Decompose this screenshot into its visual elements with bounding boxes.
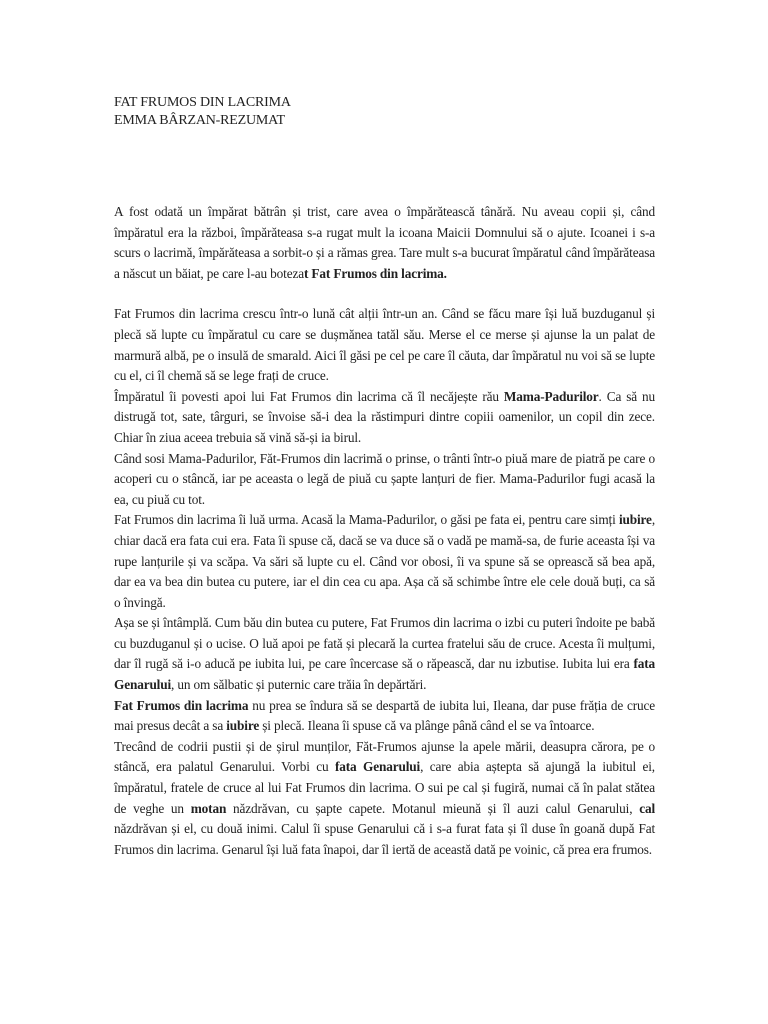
bold-run: motan <box>190 800 227 816</box>
paragraph <box>114 510 655 613</box>
bold-run: Fat Frumos din lacrima <box>114 697 249 713</box>
text-run: năzdrăvan, cu șapte capete. Motanul mieună și îl auzi calul Genarului, <box>226 800 640 816</box>
paragraph <box>114 387 655 449</box>
text-run: Fat Frumos din lacrima îi luă urma. Acasă la Mama-Padurilor, o găsi pe fata ei, pentru care simți <box>114 512 619 528</box>
bold-run: Mama-Padurilor <box>503 388 599 404</box>
bold-run: fata Genarului <box>114 656 655 693</box>
text-run: nu prea se îndura să se despartă de iubita lui, Ileana, dar puse frăția de cruce mai presus decât a sa <box>114 697 655 734</box>
bold-run: iubire <box>226 718 260 734</box>
text-run: Trecând de codrii pustii și de șirul munților, Făt-Frumos ajunse la apele mării, deasupra cărora, pe o stâncă, era palatul Genarului. Vorbi cu <box>114 738 655 775</box>
bold-run: fata Genarului <box>335 759 421 775</box>
text-run: . Ca să nu distrugă tot, sate, târguri, se învoise să-i dea la răstimpuri dintre copiii oamenilor, un copil din zece. Chiar în ziua aceea trebuia să vină să-și ia birul. <box>114 388 655 445</box>
paragraph <box>114 696 655 737</box>
title-line-1: FAT FRUMOS DIN LACRIMA <box>114 95 291 110</box>
title-line-2: EMMA BÂRZAN-REZUMAT <box>114 113 285 128</box>
text-run: Fat Frumos din lacrima crescu într-o lună cât alții într-un an. Când se făcu mare își luă buzduganul și plecă să lupte cu împăratul cu care se dușmănea tatăl său. Merse el ce merse și ajunse la un palat de marmură albă, pe o insulă de smarald. Aici îl găsi pe cel pe care îl căuta, dar împăratul nu voi să se lupte cu el, ci îl chemă să se lege frați de cruce. <box>114 306 655 384</box>
bold-run: t Fat Frumos din lacrima. <box>303 265 447 281</box>
text-run: Împăratul îi povesti apoi lui Fat Frumos din lacrima că îl necăjește rău <box>114 388 504 404</box>
paragraph <box>114 202 655 284</box>
bold-run: iubire <box>618 512 652 528</box>
paragraph <box>114 449 655 511</box>
paragraph <box>114 304 655 386</box>
text-run: A fost odată un împărat bătrân și trist, care avea o împărătească tânără. Nu aveau copii și, când împăratul era la război, împărăteasa s-a rugat mult la icoana Maicii Domnului să o ajute. Icoanei i s-a scurs o lacrimă, împărăteasa a sorbit-o și a rămas grea. Tare mult s-a bucurat împăratul când împărăteasa a născut un băiat, pe care l-au boteza <box>114 204 655 281</box>
paragraph <box>114 613 655 695</box>
text-run: Când sosi Mama-Padurilor, Făt-Frumos din lacrimă o prinse, o trânti într-o piuă mare de piatră pe care o acoperi cu o stâncă, iar pe aceasta o legă de piuă cu șapte lanțuri de fier. Mama-Padurilor fugi acasă la ea, cu piuă cu tot. <box>114 450 655 507</box>
document-body <box>114 202 655 860</box>
text-run: , un om sălbatic și puternic care trăia în depărtări. <box>171 677 427 693</box>
text-run: , care abia aștepta să ajungă la iubitul ei, împăratul, fratele de cruce al lui Fat Frumos din lacrima. O sui pe cal și fugiră, numai că în palat stătea de veghe un <box>114 759 655 816</box>
text-run: Așa se și întâmplă. Cum bău din butea cu putere, Fat Frumos din lacrima o izbi cu puteri îndoite pe babă cu buzduganul și o ucise. O luă apoi pe fată și plecară la curtea fratelui său de cruce. Acesta îi mulțumi, dar îl rugă să i-o aducă pe iubita lui, pe care încercase să o răpească, dar nu izbutise. Iubita lui era <box>114 615 655 672</box>
text-run: , chiar dacă era fata cui era. Fata îi spuse că, dacă se va duce să o vadă pe mamă-sa, de furie aceasta își va rupe lanțurile și va scăpa. Va sări să lupte cu el. Când vor obosi, îi va spune să se oprească să bea apă, dar ea va bea din butea cu putere, iar el din cea cu apa. Așa că să schimbe între ele cele două buți, ca să o învingă. <box>114 512 655 610</box>
paragraph <box>114 737 655 861</box>
document-title <box>114 94 291 130</box>
text-run: și plecă. Ileana îi spuse că va plânge până când el se va întoarce. <box>259 718 595 734</box>
bold-run: cal <box>639 800 655 816</box>
text-run: năzdrăvan și el, cu două inimi. Calul îi spuse Genarului că i s-a furat fata și îl duse în goană după Fat Frumos din lacrima. Genarul își luă fata înapoi, dar îl iertă de această dată pe voinic, că prea era frumos. <box>114 821 655 857</box>
